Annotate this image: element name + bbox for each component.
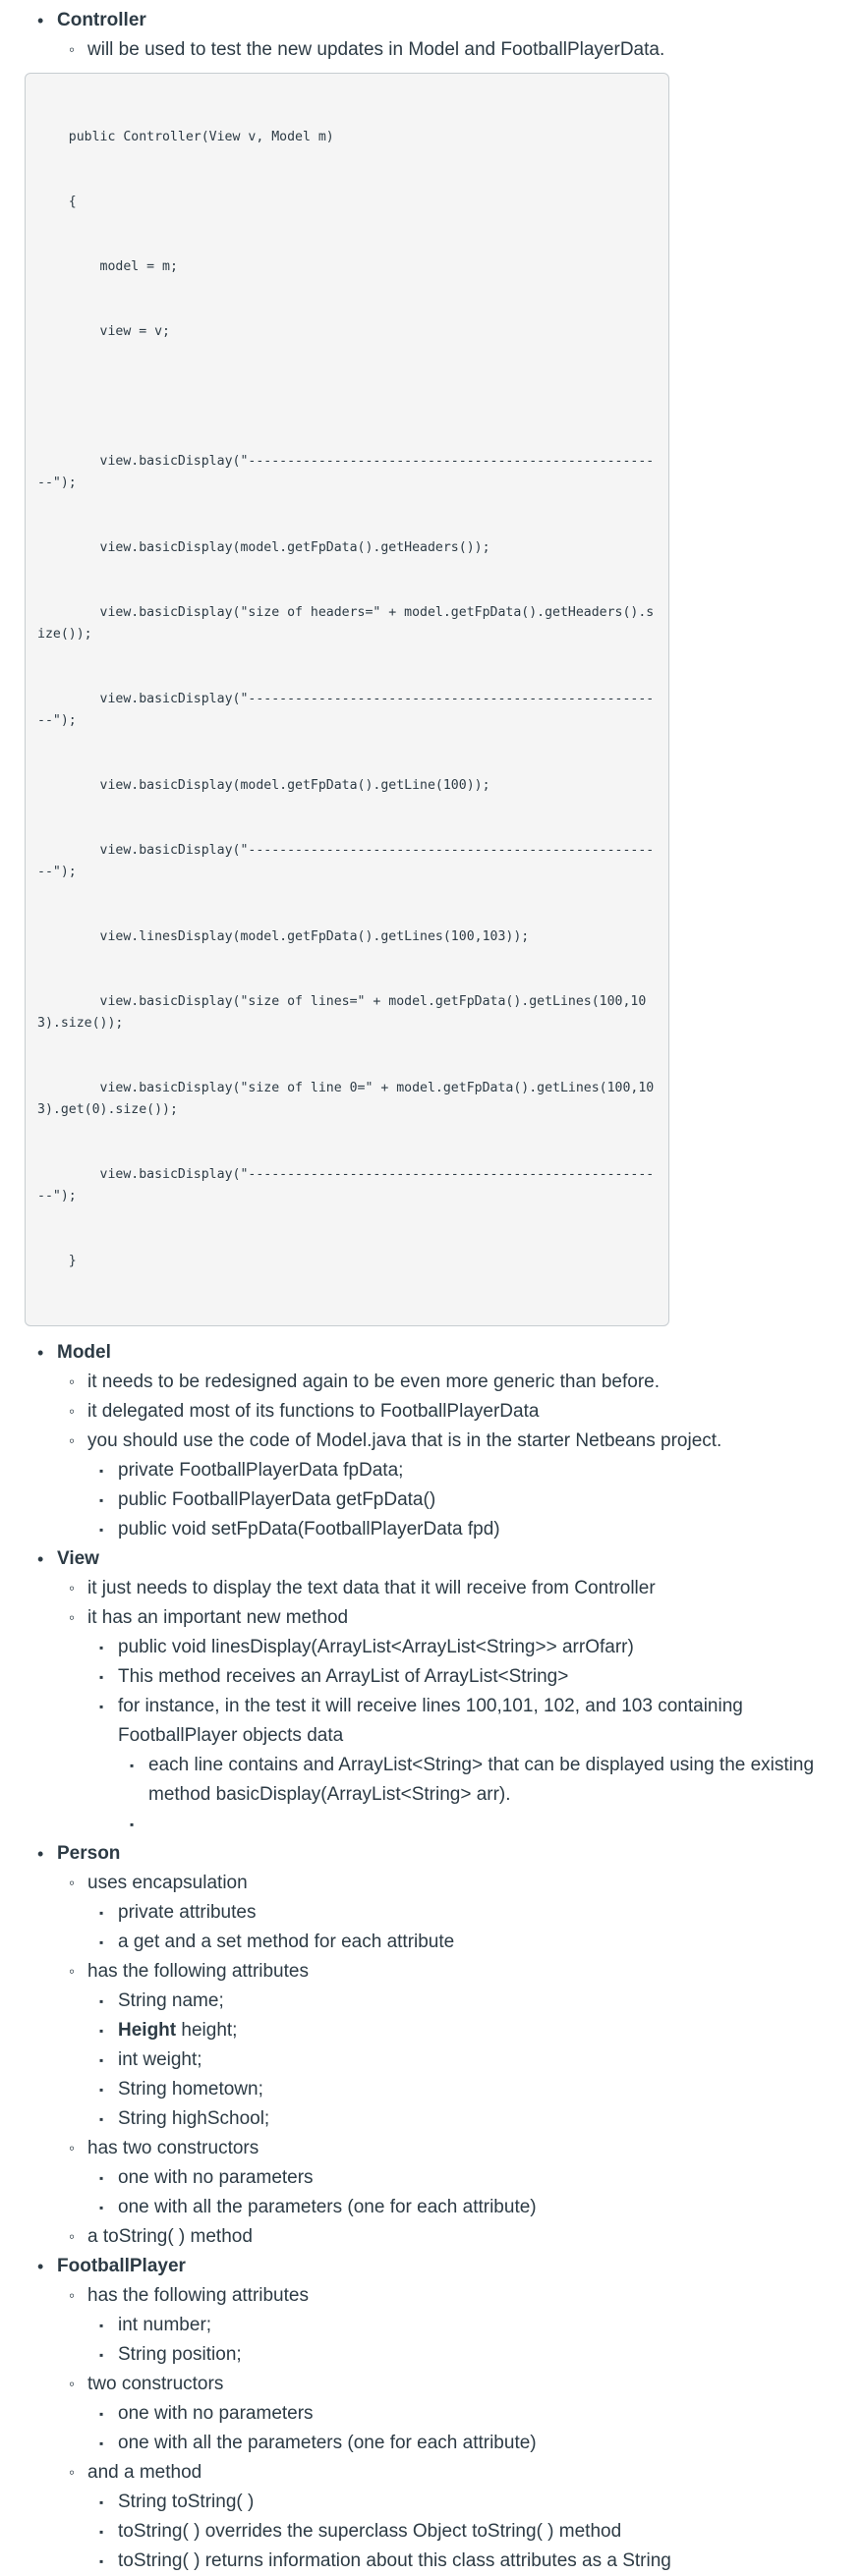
list-item: ▪ String name; [87,1987,863,2016]
section-title: Model [57,1342,111,1363]
section-list [0,6,863,65]
section-model [0,1338,863,1544]
list-item: ▪ one with all the parameters (one for each attribute) [87,2429,863,2458]
list-item-empty [118,1810,863,1839]
list-item: ◦ will be used to test the new updates in Model and FootballPlayerData. [57,35,863,65]
list-item: ▪ a get and a set method for each attribute [87,1928,863,1957]
code-line: view.basicDisplay(model.getFpData().getHeaders()); [37,540,490,555]
list-item: ◦ two constructors ▪ one with no parameters ▪ one with all the parameters (one for each attribute) [57,2370,863,2458]
list-item: ▪ String highSchool; [87,2104,863,2134]
code-line: view.linesDisplay(model.getFpData().getLines(100,103)); [37,929,530,944]
list-item: ◦ a toString( ) method [57,2222,863,2252]
section-title: View [57,1548,99,1569]
section-title: FootballPlayer [57,2256,186,2276]
list-item: ▪ private FootballPlayerData fpData; [87,1456,863,1485]
list-item: ▪ each line contains and ArrayList<String> that can be displayed using the existing method basicDisplay(ArrayList<String> arr). [118,1751,863,1810]
section-title: Person [57,1843,121,1864]
list-item: ▪ Height height; [87,2016,863,2045]
section-person [0,1839,863,2252]
list-item: ▪ toString( ) overrides the superclass Object toString( ) method [87,2517,863,2547]
list-item: ◦ it has an important new method ▪ public void linesDisplay(ArrayList<ArrayList<String>> arrOfarr) ▪ This method receives an ArrayList of ArrayList<String> ▪ for instance, in the test it will receive lines 100,101, 102, and 103 containing FootballPlayer objects data ▪ each line contains and ArrayList<String> that can be displayed using the existing method basicDisplay(ArrayList<String> arr). ▪ [57,1603,863,1839]
list-item: ▪ for instance, in the test it will receive lines 100,101, 102, and 103 containing FootballPlayer objects data ▪ each line contains and ArrayList<String> that can be displayed using the existing method basicDisplay(ArrayList<String> arr). ▪ [87,1692,863,1839]
list-item: ▪ String hometown; [87,2075,863,2104]
list-item: ◦ has the following attributes ▪ int number; ▪ String position; [57,2281,863,2370]
list-item: ◦ it delegated most of its functions to FootballPlayerData [57,1397,863,1427]
section-view [0,1544,863,1839]
list-item: ▪ public FootballPlayerData getFpData() [87,1485,863,1515]
list-item: ◦ and a method ▪ String toString( ) ▪ toString( ) overrides the superclass Object toString( ) method ▪ toString( ) returns information about this class attributes as a String [57,2458,863,2576]
list-item: ◦ you should use the code of Model.java that is in the starter Netbeans project. ▪ private FootballPlayerData fpData; ▪ public FootballPlayerData getFpData() ▪ public void setFpData(FootballPlayerData fpd) [57,1427,863,1544]
list-item: ▪ int weight; [87,2045,863,2075]
code-line: view.basicDisplay("size of headers=" + model.getFpData().getHeaders().size()); [37,605,655,642]
code-line: view.basicDisplay("size of line 0=" + model.getFpData().getLines(100,103).get(0).size()); [37,1081,655,1117]
list-item: ◦ it needs to be redesigned again to be even more generic than before. [57,1368,863,1397]
list-item: ▪ one with no parameters [87,2163,863,2193]
list-item: ◦ uses encapsulation ▪ private attributes ▪ a get and a set method for each attribute [57,1869,863,1957]
list-item: ▪ one with no parameters [87,2399,863,2429]
code-block [25,73,669,1326]
code-line: } [37,1254,77,1268]
section-controller [0,6,863,65]
section-footballplayer [0,2252,863,2576]
code-line: model = m; [37,259,178,274]
code-line: { [37,195,77,209]
code-line: view.basicDisplay("size of lines=" + model.getFpData().getLines(100,103).size()); [37,994,647,1031]
code-line: view.basicDisplay(model.getFpData().getLine(100)); [37,778,490,793]
code-line: view.basicDisplay("------------------------------------------------------"); [37,454,655,490]
list-item: ▪ int number; [87,2311,863,2340]
code-line: view.basicDisplay("------------------------------------------------------"); [37,843,655,879]
list-item: ◦ has two constructors ▪ one with no parameters ▪ one with all the parameters (one for each attribute) [57,2134,863,2222]
code-line: view.basicDisplay("------------------------------------------------------"); [37,1167,655,1204]
list-item: ▪ private attributes [87,1898,863,1928]
list-item: ▪ public void setFpData(FootballPlayerData fpd) [87,1515,863,1544]
list-item: ▪ one with all the parameters (one for each attribute) [87,2193,863,2222]
section-list [0,1338,863,2576]
code-line [37,386,657,408]
list-item: ▪ toString( ) returns information about this class attributes as a String [87,2547,863,2576]
list-item: ◦ has the following attributes ▪ String name; ▪ Height height; ▪ int weight; ▪ String hometown; ▪ String highSchool; [57,1957,863,2134]
list-item: ◦ it just needs to display the text data that it will receive from Controller [57,1574,863,1603]
code-line: view = v; [37,324,170,339]
list-item: ▪ String position; [87,2340,863,2370]
code-line: view.basicDisplay("------------------------------------------------------"); [37,692,655,728]
code-line: public Controller(View v, Model m) [37,130,334,144]
list-item: ▪ String toString( ) [87,2488,863,2517]
list-item: ▪ This method receives an ArrayList of ArrayList<String> [87,1662,863,1692]
list-item: ▪ public void linesDisplay(ArrayList<ArrayList<String>> arrOfarr) [87,1633,863,1662]
section-title: Controller [57,10,146,30]
